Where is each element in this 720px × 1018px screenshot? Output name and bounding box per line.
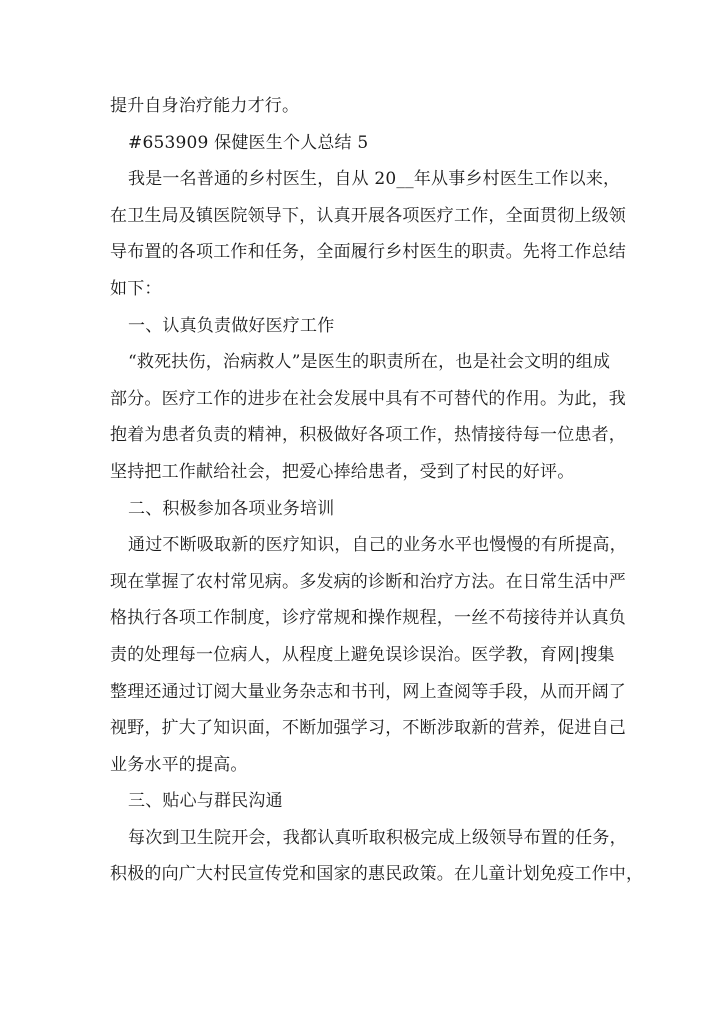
paragraph-line: 现在掌握了农村常见病。多发病的诊断和治疗方法。在日常生活中严 bbox=[110, 571, 626, 592]
paragraph-line: 导布置的各项工作和任务，全面履行乡村医生的职责。先将工作总结 bbox=[110, 242, 626, 263]
text-line: 提升自身治疗能力才行。 bbox=[110, 96, 300, 116]
section-title: #653909 保健医生个人总结 5 bbox=[128, 132, 369, 153]
paragraph-line: 部分。医疗工作的进步在社会发展中具有不可替代的作用。为此，我 bbox=[110, 388, 626, 409]
paragraph-line: 整理还通过订阅大量业务杂志和书刊，网上查阅等手段，从而开阔了 bbox=[110, 681, 626, 702]
paragraph-line: 业务水平的提高。 bbox=[110, 754, 248, 775]
paragraph-line: “救死扶伤，治病救人”是医生的职责所在，也是社会文明的组成 bbox=[128, 352, 611, 373]
paragraph-line: 每次到卫生院开会，我都认真听取积极完成上级领导布置的任务， bbox=[128, 827, 627, 848]
paragraph-line: 责的处理每一位病人，从程度上避免误诊误治。医学教，育网|搜集 bbox=[110, 644, 615, 665]
paragraph-line: 我是一名普通的乡村医生，自从 20__年从事乡村医生工作以来， bbox=[128, 169, 621, 190]
paragraph-line: 抱着为患者负责的精神，积极做好各项工作，热情接待每一位患者， bbox=[110, 425, 626, 446]
document-body bbox=[110, 88, 644, 893]
paragraph-line: 坚持把工作献给社会，把爱心捧给患者，受到了村民的好评。 bbox=[110, 461, 575, 482]
paragraph-line: 视野，扩大了知识面，不断加强学习，不断涉取新的营养，促进自己 bbox=[110, 718, 626, 739]
paragraph-line: 在卫生局及镇医院领导下，认真开展各项医疗工作，全面贯彻上级领 bbox=[110, 205, 626, 226]
paragraph-line: 积极的向广大村民宣传党和国家的惠民政策。在儿童计划免疫工作中， bbox=[110, 864, 644, 885]
heading-1: 一、认真负责做好医疗工作 bbox=[128, 315, 335, 336]
paragraph-line: 格执行各项工作制度，诊疗常规和操作规程，一丝不苟接待并认真负 bbox=[110, 608, 626, 629]
paragraph-line: 如下： bbox=[110, 278, 162, 299]
heading-2: 二、积极参加各项业务培训 bbox=[128, 498, 335, 519]
heading-3: 三、贴心与群民沟通 bbox=[128, 791, 283, 812]
paragraph-line: 通过不断吸取新的医疗知识，自己的业务水平也慢慢的有所提高， bbox=[128, 535, 627, 556]
